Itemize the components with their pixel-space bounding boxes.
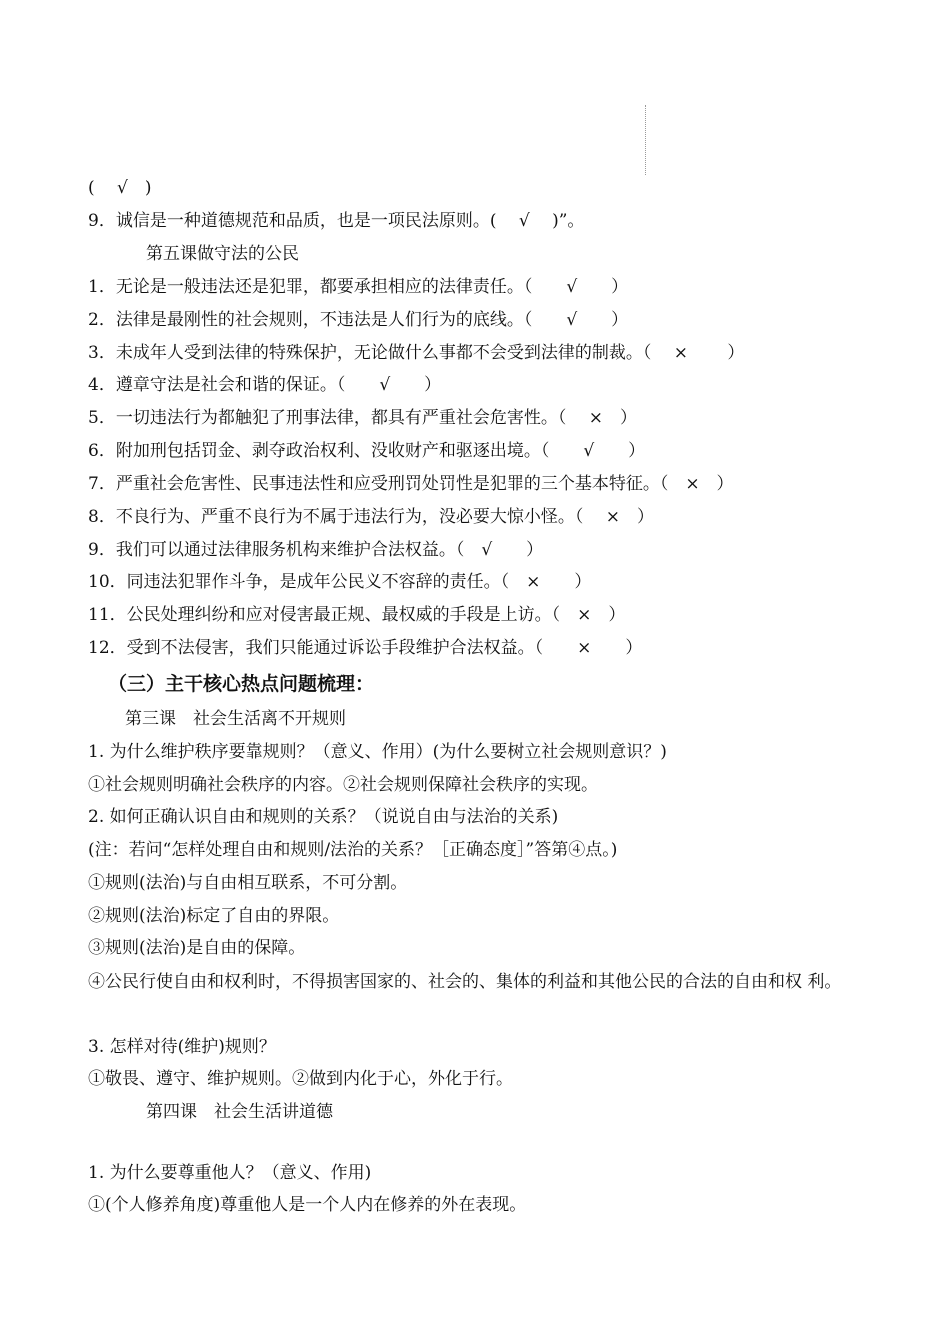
answer-line: ①社会规则明确社会秩序的内容。②社会规则保障社会秩序的实现。	[88, 775, 598, 795]
answer-paragraph: ④公民行使自由和权利时，不得损害国家的、社会的、集体的利益和其他公民的合法的自由和权 利。	[88, 972, 842, 992]
lesson-title: 第四课 社会生活讲道德	[146, 1102, 333, 1122]
item-line: 9．我们可以通过法律服务机构来维护合法权益。（ √ ）	[88, 540, 544, 560]
question-line: 3. 怎样对待(维护)规则？	[88, 1037, 276, 1057]
item-line: 6．附加刑包括罚金、剥夺政治权利、没收财产和驱逐出境。（ √ ）	[88, 441, 646, 461]
item-line: 8．不良行为、严重不良行为不属于违法行为，没必要大惊小怪。（ × ）	[88, 507, 654, 527]
item-line: 1．无论是一般违法还是犯罪，都要承担相应的法律责任。（ √ ）	[88, 277, 629, 297]
answer-line: ③规则(法治)是自由的保障。	[88, 938, 306, 958]
item-line: 5．一切违法行为都触犯了刑事法律，都具有严重社会危害性。（ × ）	[88, 408, 637, 428]
answer-line: ①敬畏、遵守、维护规则。②做到内化于心，外化于行。	[88, 1069, 513, 1089]
item-line: 10．同违法犯罪作斗争，是成年公民义不容辞的责任。（ × ）	[88, 572, 592, 592]
answer-line: ②规则(法治)标定了自由的界限。	[88, 906, 340, 926]
item-line: 3．未成年人受到法律的特殊保护，无论做什么事都不会受到法律的制裁。（ × ）	[88, 343, 745, 363]
item-line: 11．公民处理纠纷和应对侵害最正规、最权威的手段是上访。（ × ）	[88, 605, 626, 625]
item-line: 2．法律是最刚性的社会规则，不违法是人们行为的底线。（ √ ）	[88, 310, 629, 330]
question-line: 1. 为什么要尊重他人？（意义、作用)	[88, 1163, 372, 1183]
note-line: (注：若问“怎样处理自由和规则/法治的关系？［正确态度］”答第④点。)	[88, 840, 618, 860]
lesson-title: 第五课做守法的公民	[146, 244, 299, 264]
question-line: 1. 为什么维护秩序要靠规则？（意义、作用）(为什么要树立社会规则意识？)	[88, 742, 667, 762]
margin-dots	[645, 105, 652, 175]
section-heading: （三）主干核心热点问题梳理：	[108, 673, 375, 695]
item-line: 12．受到不法侵害，我们只能通过诉讼手段维护合法权益。（ × ）	[88, 638, 643, 658]
item-line: 4．遵章守法是社会和谐的保证。（ √ ）	[88, 375, 442, 395]
answer-line: ①规则(法治)与自由相互联系，不可分割。	[88, 873, 408, 893]
answer-line: ( √ )	[88, 178, 152, 198]
item-line: 9．诚信是一种道德规范和品质，也是一项民法原则。( √ )”。	[88, 211, 585, 231]
item-line: 7．严重社会危害性、民事违法性和应受刑罚处罚性是犯罪的三个基本特征。（ × ）	[88, 474, 734, 494]
answer-line: ①(个人修养角度)尊重他人是一个人内在修养的外在表现。	[88, 1195, 527, 1215]
question-line: 2. 如何正确认识自由和规则的关系？（说说自由与法治的关系)	[88, 807, 559, 827]
lesson-title: 第三课 社会生活离不开规则	[125, 709, 346, 729]
